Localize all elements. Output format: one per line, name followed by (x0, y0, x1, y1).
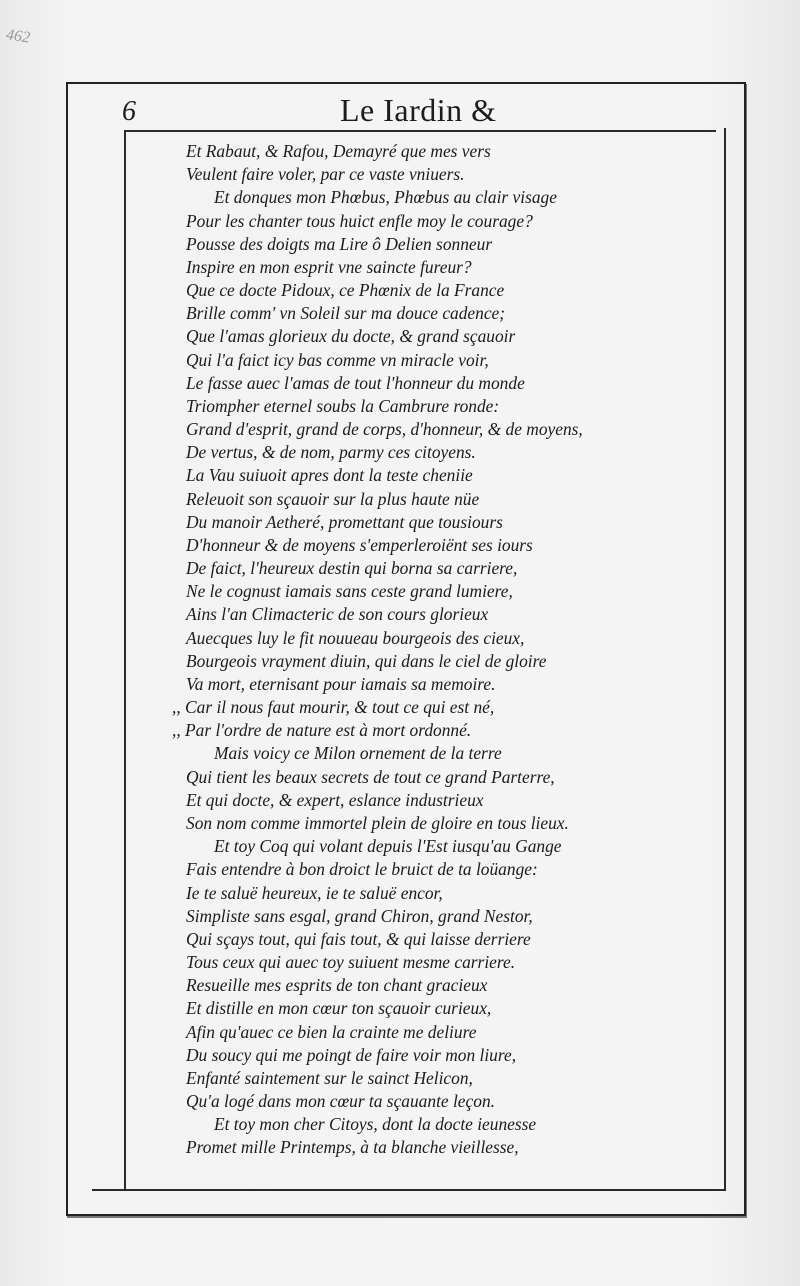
verse-line: Qui sçays tout, qui fais tout, & qui laisse derriere (186, 928, 531, 949)
verse-line: Qui tient les beaux secrets de tout ce grand Parterre, (186, 766, 555, 787)
verse-line: Ne le cognust iamais sans ceste grand lumiere, (186, 581, 513, 602)
verse-line: Ie te saluë heureux, ie te saluë encor, (186, 882, 443, 903)
header-rule (126, 130, 716, 132)
verse-line: Du soucy qui me poingt de faire voir mon liure, (186, 1044, 517, 1065)
running-head: Le Iardin & (340, 92, 497, 128)
verse-line: Fais entendre à bon droict le bruict de ta loüange: (186, 859, 538, 880)
verse-line: Va mort, eternisant pour iamais sa memoire. (186, 673, 496, 694)
verse-line: De vertus, & de nom, parmy ces citoyens. (186, 442, 476, 463)
verse-line: Afin qu'auec ce bien la crainte me deliure (186, 1021, 477, 1042)
verse-line: Releuoit son sçauoir sur la plus haute nüe (186, 488, 480, 509)
verse-line: Auecques luy le fit nouueau bourgeois des cieux, (186, 627, 525, 648)
page-number: 6 (122, 96, 136, 127)
verse-line: Pousse des doigts ma Lire ô Delien sonneur (186, 233, 493, 254)
verse-line: Et distille en mon cœur ton sçauoir curieux, (186, 998, 492, 1019)
verse-line: Ains l'an Climacteric de son cours glorieux (186, 604, 489, 625)
verse-line: Le fasse auec l'amas de tout l'honneur du monde (186, 372, 525, 393)
verse-line: De faict, l'heureux destin qui borna sa carriere, (186, 558, 518, 579)
verse-line: Brille comm' vn Soleil sur ma douce cadence; (186, 303, 506, 324)
verse-line: D'honneur & de moyens s'emperleroiënt ses iours (186, 534, 533, 555)
verse-line: Pour les chanter tous huict enfle moy le courage? (186, 210, 533, 231)
verse-line: Qu'a logé dans mon cœur ta sçauante leçon. (186, 1091, 495, 1112)
verse-line: Et donques mon Phœbus, Phœbus au clair visage (214, 187, 557, 208)
verse-line: Du manoir Aetheré, promettant que tousiours (186, 511, 503, 532)
verse-line: Inspire en mon esprit vne saincte fureur? (186, 256, 472, 277)
verse-line: Son nom comme immortel plein de gloire en tous lieux. (186, 812, 569, 833)
verse-line: Triompher eternel soubs la Cambrure ronde: (186, 395, 500, 416)
verse-line: ,, Car il nous faut mourir, & tout ce qui est né, (172, 697, 495, 718)
verse-line: Resueille mes esprits de ton chant gracieux (186, 975, 488, 996)
verse-line: Bourgeois vrayment diuin, qui dans le ciel de gloire (186, 650, 547, 671)
verse-line: Et Rabaut, & Rafou, Demayré que mes vers (186, 141, 491, 161)
verse-line: Et toy mon cher Citoys, dont la docte ieunesse (214, 1114, 537, 1135)
verse-line: Qui l'a faict icy bas comme vn miracle voir, (186, 349, 489, 370)
verse-line: Grand d'esprit, grand de corps, d'honneur, & de moyens, (186, 419, 583, 440)
verse-block (172, 140, 606, 1160)
verse-line: Mais voicy ce Milon ornement de la terre (214, 743, 502, 764)
verse-line: Promet mille Printemps, à ta blanche vieillesse, (186, 1137, 519, 1158)
verse-line: Et toy Coq qui volant depuis l'Est iusqu'au Gange (214, 836, 562, 857)
verse-line: ,, Par l'ordre de nature est à mort ordonné. (172, 720, 472, 741)
verse-line: Que l'amas glorieux du docte, & grand sçauoir (186, 326, 516, 347)
text-block-bottom-rule (92, 1189, 726, 1191)
verse-line: Tous ceux qui auec toy suiuent mesme carriere. (186, 952, 516, 973)
page-header (92, 86, 714, 130)
verse-line: Veulent faire voler, par ce vaste vniuers. (186, 164, 465, 185)
verse-line: Et qui docte, & expert, eslance industrieux (186, 789, 484, 810)
text-block-left-rule (124, 130, 126, 1190)
margin-note: 462 (5, 26, 32, 47)
verse-line: Que ce docte Pidoux, ce Phœnix de la France (186, 280, 505, 301)
verse-line: Enfanté saintement sur le sainct Helicon, (186, 1067, 473, 1088)
text-block-right-rule (724, 128, 726, 1190)
verse-line: Simpliste sans esgal, grand Chiron, grand Nestor, (186, 905, 533, 926)
verse-line: La Vau suiuoit apres dont la teste cheniie (186, 465, 473, 486)
